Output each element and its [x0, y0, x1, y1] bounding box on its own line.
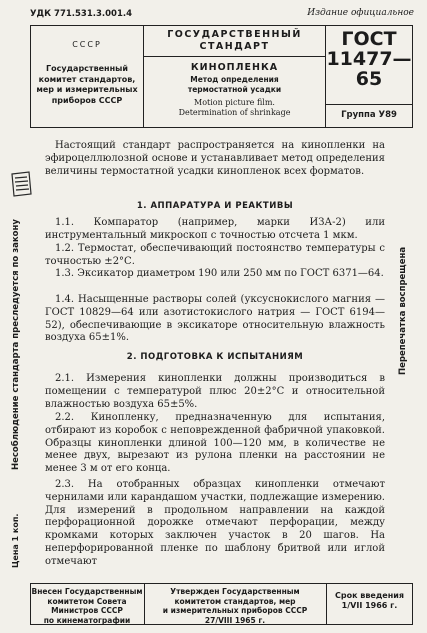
side-note-price: Цена 1 коп.: [11, 513, 20, 568]
state-standard-label: ГОСУДАРСТВЕННЫЙ СТАНДАРТ: [167, 29, 302, 52]
side-note-law: Несоблюдение стандарта преследуется по закону: [11, 219, 21, 470]
ussr-label: СССР: [72, 40, 102, 49]
approved-by: Утвержден Государственным комитетом стандартов, мер и измерительных приборов СССР 27/VIII 1965 г.: [144, 584, 325, 624]
side-note-reprint: Перепечатка воспрещена: [398, 246, 408, 375]
committee-label: Государственный комитет стандартов, мер и измерительных приборов СССР: [36, 64, 138, 105]
section-title-1: 1. АППАРАТУРА И РЕАКТИВЫ: [136, 201, 294, 211]
document-title: КИНОПЛЕНКА: [190, 62, 279, 73]
paragraph-2-2: 2.2. Кинопленку, предназначенную для испытания, отбирают из коробок с неповрежденной фабричной упаковкой. Образцы кинопленки длиной 100—120 мм, в количестве не менее двух, вырезают из рулона пленки на расстоянии не менее 3 м от его конца.: [45, 412, 385, 475]
header-right-cell: [326, 26, 412, 127]
effective-date: Срок введения 1/VII 1966 г.: [326, 584, 412, 624]
header-left-cell: [31, 26, 143, 127]
edition-note: Издание официальное: [307, 8, 414, 18]
paragraph-1-4: 1.4. Насыщенные растворы солей (уксуснокислого магния — ГОСТ 10829—64 или азотистокислого натрия — ГОСТ 6194—52), обеспечивающие в эксикаторе относительную влажность воздуха 65±1%.: [45, 294, 385, 344]
english-title: Motion picture film. Determination of shrinkage: [178, 98, 291, 117]
header-middle-cell: [144, 26, 325, 127]
library-stamp-icon: [9, 170, 33, 198]
introduced-by: Внесен Государственным комитетом Совета Министров СССР по кинематографии: [31, 587, 143, 625]
paragraph-1-2: 1.2. Термостат, обеспечивающий постоянство температуры с точностью ±2°С.: [45, 243, 385, 267]
intro-paragraph: Настоящий стандарт распространяется на кинопленки на эфироцеллюлозной основе и устанавливает метод определения величины термостатной усадки кинопленок всех форматов.: [45, 140, 385, 177]
group-label: Группа У89: [341, 110, 397, 120]
paragraph-1-3: 1.3. Эксикатор диаметром 190 или 250 мм по ГОСТ 6371—64.: [55, 268, 384, 279]
paragraph-2-1: 2.1. Измерения кинопленки должны производиться в помещении с температурой плюс 20±2°С и относительной влажностью воздуха 65±5%.: [45, 373, 385, 410]
header-box: [30, 25, 413, 128]
section-title-2: 2. ПОДГОТОВКА К ИСПЫТАНИЯМ: [126, 352, 304, 362]
gost-number: ГОСТ 11477—65: [326, 28, 412, 90]
footer-box: [30, 583, 413, 625]
udk-code: УДК 771.531.3.001.4: [30, 9, 133, 19]
paragraph-2-3: 2.3. На отобранных образцах кинопленки отмечают чернилами или карандашом участки, подлежащие измерению. Для измерений в продольном направлении на каждой перфорационной дорожке отмечают перфорации, между кромками которых заключен участок в 20 шагов. На неперфорированной пленке по шаблону бритвой или иглой отмечают: [45, 479, 385, 567]
paragraph-1-1: 1.1. Компаратор (например, марки ИЗА-2) или инструментальный микроскоп с точностью отсчета 1 мкм.: [45, 217, 385, 241]
document-subtitle: Метод определения термостатной усадки: [187, 75, 282, 94]
